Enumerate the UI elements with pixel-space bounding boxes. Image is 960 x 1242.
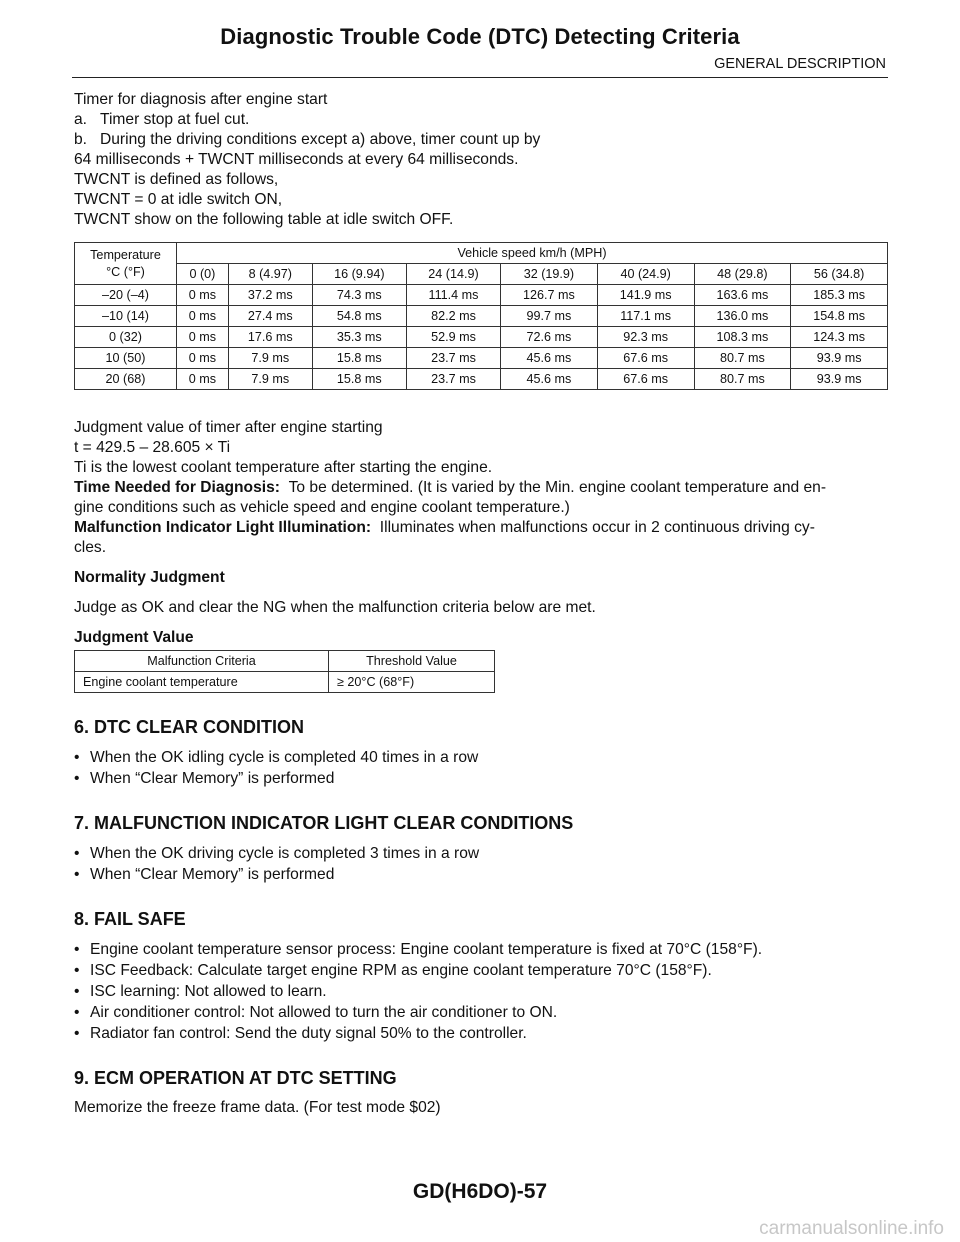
judgment-value-table [74,650,495,693]
table-row [75,327,888,348]
judgment-intro [74,418,888,478]
table-cell: 93.9 ms [791,369,888,390]
list-item: • ISC learning: Not allowed to learn. [74,981,888,1002]
table-cell: 23.7 ms [406,348,500,369]
table-cell: 15.8 ms [312,348,406,369]
temperature-cell: 0 (32) [75,327,177,348]
mil-text: cles. [74,539,107,556]
bullet-list [74,939,888,1044]
header-divider [72,77,888,78]
table-cell: 0 ms [177,327,229,348]
timer-intro [74,90,888,230]
speed-header: 16 (9.94) [312,264,406,285]
intro-line: 64 milliseconds + TWCNT milliseconds at every 64 milliseconds. [74,151,519,168]
table-cell: 80.7 ms [694,348,791,369]
time-needed-text: gine conditions such as vehicle speed and engine coolant temperature.) [74,499,570,516]
table-cell: 7.9 ms [228,369,312,390]
speed-group-header: Vehicle speed km/h (MPH) [177,243,888,264]
temperature-header [75,243,177,285]
speed-header: 32 (19.9) [501,264,598,285]
table-cell: 111.4 ms [406,285,500,306]
table-cell: 0 ms [177,369,229,390]
table-cell: 163.6 ms [694,285,791,306]
speed-header: 40 (24.9) [597,264,694,285]
judgment-line: Ti is the lowest coolant temperature after starting the engine. [74,459,493,476]
table-cell: 93.9 ms [791,348,888,369]
table-cell: 108.3 ms [694,327,791,348]
list-item: • Air conditioner control: Not allowed to turn the air conditioner to ON. [74,1002,888,1023]
intro-line: Timer for diagnosis after engine start [74,91,328,108]
bullet-list [74,843,888,885]
table-cell: 92.3 ms [597,327,694,348]
table-cell: 17.6 ms [228,327,312,348]
intro-line: b. During the driving conditions except a) above, timer count up by [74,131,541,148]
section-heading: 6. DTC CLEAR CONDITION [74,717,305,737]
intro-line: TWCNT show on the following table at idle switch OFF. [74,211,454,228]
column-header: Threshold Value [329,651,495,672]
table-cell: 23.7 ms [406,369,500,390]
time-needed [74,478,888,518]
normality-text: Judge as OK and clear the NG when the malfunction criteria below are met. [74,599,596,616]
intro-line: TWCNT = 0 at idle switch ON, [74,191,283,208]
table-cell: 35.3 ms [312,327,406,348]
mil-text: Illuminates when malfunctions occur in 2 continuous driving cy- [379,519,815,536]
speed-header: 8 (4.97) [228,264,312,285]
judgment-value-heading: Judgment Value [74,629,194,646]
threshold-cell: ≥ 20°C (68°F) [329,672,495,693]
table-cell: 67.6 ms [597,348,694,369]
criteria-cell: Engine coolant temperature [75,672,329,693]
table-cell: 0 ms [177,348,229,369]
table-cell: 15.8 ms [312,369,406,390]
time-needed-text: To be determined. (It is varied by the Min. engine coolant temperature and en- [288,479,827,496]
speed-header: 48 (29.8) [694,264,791,285]
table-cell: 136.0 ms [694,306,791,327]
table-cell: 185.3 ms [791,285,888,306]
table-cell: 45.6 ms [501,369,598,390]
temperature-label: Temperature [90,247,161,262]
table-cell: 37.2 ms [228,285,312,306]
judgment-line: Judgment value of timer after engine starting [74,419,383,436]
judgment-formula: t = 429.5 – 28.605 × Ti [74,439,231,456]
intro-line: a. Timer stop at fuel cut. [74,111,250,128]
table-cell: 74.3 ms [312,285,406,306]
table-row [75,306,888,327]
intro-line: TWCNT is defined as follows, [74,171,279,188]
table-cell: 45.6 ms [501,348,598,369]
list-item: • When the OK idling cycle is completed 40 times in a row [74,747,888,768]
table-cell: 124.3 ms [791,327,888,348]
column-header: Malfunction Criteria [75,651,329,672]
section-heading: 7. MALFUNCTION INDICATOR LIGHT CLEAR CONDITIONS [74,813,574,833]
bullet-list [74,747,888,789]
section-heading: 8. FAIL SAFE [74,909,186,929]
page-title: Diagnostic Trouble Code (DTC) Detecting Criteria [220,24,740,49]
list-item: • Radiator fan control: Send the duty signal 50% to the controller. [74,1023,888,1044]
table-cell: 7.9 ms [228,348,312,369]
table-row [75,672,495,693]
table-cell: 126.7 ms [501,285,598,306]
table-cell: 67.6 ms [597,369,694,390]
temperature-cell: –10 (14) [75,306,177,327]
page-content [74,90,888,1118]
table-cell: 0 ms [177,306,229,327]
temperature-cell: 20 (68) [75,369,177,390]
section-label: GENERAL DESCRIPTION [714,56,886,72]
speed-header: 56 (34.8) [791,264,888,285]
list-item: • ISC Feedback: Calculate target engine RPM as engine coolant temperature 70°C (158°F). [74,960,888,981]
temperature-cell: 10 (50) [75,348,177,369]
speed-header: 24 (14.9) [406,264,500,285]
table-cell: 27.4 ms [228,306,312,327]
table-cell: 0 ms [177,285,229,306]
normality-heading: Normality Judgment [74,569,225,586]
mil-illumination [74,518,888,558]
table-cell: 54.8 ms [312,306,406,327]
table-cell: 141.9 ms [597,285,694,306]
temperature-unit: °C (°F) [106,264,145,279]
table-cell: 154.8 ms [791,306,888,327]
table-row [75,348,888,369]
speed-header: 0 (0) [177,264,229,285]
section-heading: 9. ECM OPERATION AT DTC SETTING [74,1068,397,1088]
list-item: • Engine coolant temperature sensor process: Engine coolant temperature is fixed at 70°C (158°F). [74,939,888,960]
twcnt-table [74,242,888,390]
table-cell: 80.7 ms [694,369,791,390]
table-cell: 72.6 ms [501,327,598,348]
page-number: GD(H6DO)-57 [412,1180,548,1203]
table-cell: 52.9 ms [406,327,500,348]
ecm-text: Memorize the freeze frame data. (For test mode $02) [74,1099,441,1116]
temperature-cell: –20 (–4) [75,285,177,306]
table-row [75,369,888,390]
table-row [75,285,888,306]
watermark: carmanualsonline.info [759,1218,944,1239]
list-item: • When the OK driving cycle is completed 3 times in a row [74,843,888,864]
table-cell: 117.1 ms [597,306,694,327]
list-item: • When “Clear Memory” is performed [74,768,888,789]
time-needed-label: Time Needed for Diagnosis: [74,479,280,496]
table-cell: 82.2 ms [406,306,500,327]
table-cell: 99.7 ms [501,306,598,327]
list-item: • When “Clear Memory” is performed [74,864,888,885]
mil-label: Malfunction Indicator Light Illumination: [74,519,372,536]
